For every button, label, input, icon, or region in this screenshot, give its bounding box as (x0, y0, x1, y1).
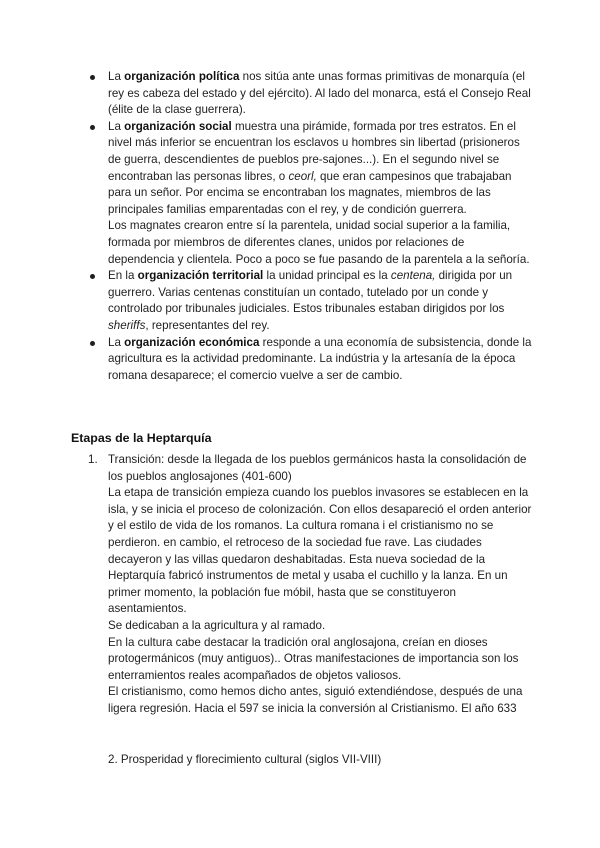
etapas-list (88, 452, 533, 718)
etapa-paragraph: El cristianismo, como hemos dicho antes, siguió extendiéndose, después de una ligera regresión. Hacia el 597 se inicia la conversión al Cristianismo. El año 633 (108, 685, 523, 715)
etapa-paragraph: En la cultura cabe destacar la tradición oral anglosajona, creían en dioses protogermánicos (muy antiguos).. Otras manifestaciones de importancia son los enterramientos reales acompañados de objetos valiosos. (108, 635, 519, 682)
bullet-text: La (108, 119, 125, 133)
bullet-organizacion-politica (88, 69, 533, 119)
organization-bullet-list (88, 69, 533, 384)
bullet-text: La (108, 70, 125, 83)
bullet-text: nos sitúa ante unas formas primitivas de monarquía (el rey es cabeza del estado y del ejército). Al lado del monarca, está el Consejo Real (élite de la clase guerrera). (108, 70, 531, 117)
bullet-text: muestra una pirámide, formada por tres estratos. En el nivel más inferior se encuentran los esclavos u hombres sin libertad (prisioneros de guerra, descendientes de pueblos pre-sajones...). En el segundo nivel se encontraban las personas libres, o (108, 119, 520, 183)
bullet-text: que eran campesinos que trabajaban para un señor. Por encima se encontraban los magnates, miembros de las principales familias emparentadas con el rey, y de condición guerrera. (108, 169, 512, 216)
etapa-item-1 (88, 452, 533, 718)
bullet-italic-term: ceorl, (288, 169, 317, 183)
bullet-text: En la (108, 269, 138, 283)
bullet-text: , representantes del rey. (145, 318, 270, 332)
etapa-item-2: 2. Prosperidad y florecimiento cultural (siglos VII-VIII) (108, 753, 382, 766)
section-title: Etapas de la Heptarquía (71, 431, 212, 445)
bullet-text: la unidad principal es la (263, 269, 391, 283)
bullet-term: organización territorial (137, 269, 264, 283)
bullet-term: organización política (124, 70, 240, 83)
bullet-term: organización económica (124, 335, 260, 349)
etapa-number: 1. (88, 453, 98, 466)
bullet-italic-term: sheriffs (108, 318, 146, 332)
bullet-dot (90, 341, 95, 346)
bullet-text: La (108, 335, 125, 349)
bullet-paragraph: Los magnates crearon entre sí la parentela, unidad social superior a la familia, formada por miembros de diferentes clanes, unidos por relaciones de dependencia y clientela. Poco a poco se fue pasando de la parentela a la señoría. (108, 219, 530, 266)
bullet-organizacion-social (88, 119, 533, 268)
bullet-italic-term: centena, (390, 269, 436, 283)
etapa-paragraph: Se dedicaban a la agricultura y al ramado. (108, 618, 326, 632)
bullet-text: dirigida por un guerrero. Varias centenas constituían un contado, tutelado por un conde y controlado por tribunales judiciales. Estos tribunales estaban dirigidos por los (108, 269, 513, 316)
bullet-dot (90, 75, 95, 80)
bullet-text: responde a una economía de subsistencia, donde la agricultura es la actividad predominante. La indústria y la artesanía de la época romana desaparece; el comercio vuelve a ser de cambio. (108, 335, 532, 382)
bullet-term: organización social (124, 119, 232, 133)
bullet-dot (90, 274, 95, 279)
etapa-paragraph: La etapa de transición empieza cuando los pueblos invasores se establecen en la isla, y se inicia el proceso de colonización. Con ellos desapareció el orden anterior y el estilo de vida de los romanos. La cultura romana i el cristianismo no se perdieron. en cambio, el retroceso de la sociedad fue rave. Las ciudades decayeron y las villas quedaron deshabitadas. Esta nueva sociedad de la Heptarquía fabricó instrumentos de metal y usaba el cuchillo y la lanza. En un primer momento, la población fue móbil, hasta que se constituyeron asentamientos. (108, 486, 532, 616)
bullet-organizacion-economica (88, 335, 533, 385)
bullet-dot (90, 125, 95, 130)
etapa-heading: Transición: desde la llegada de los pueblos germánicos hasta la consolidación de los pueblos anglosajones (401-600) (108, 453, 527, 483)
bullet-organizacion-territorial (88, 268, 533, 334)
